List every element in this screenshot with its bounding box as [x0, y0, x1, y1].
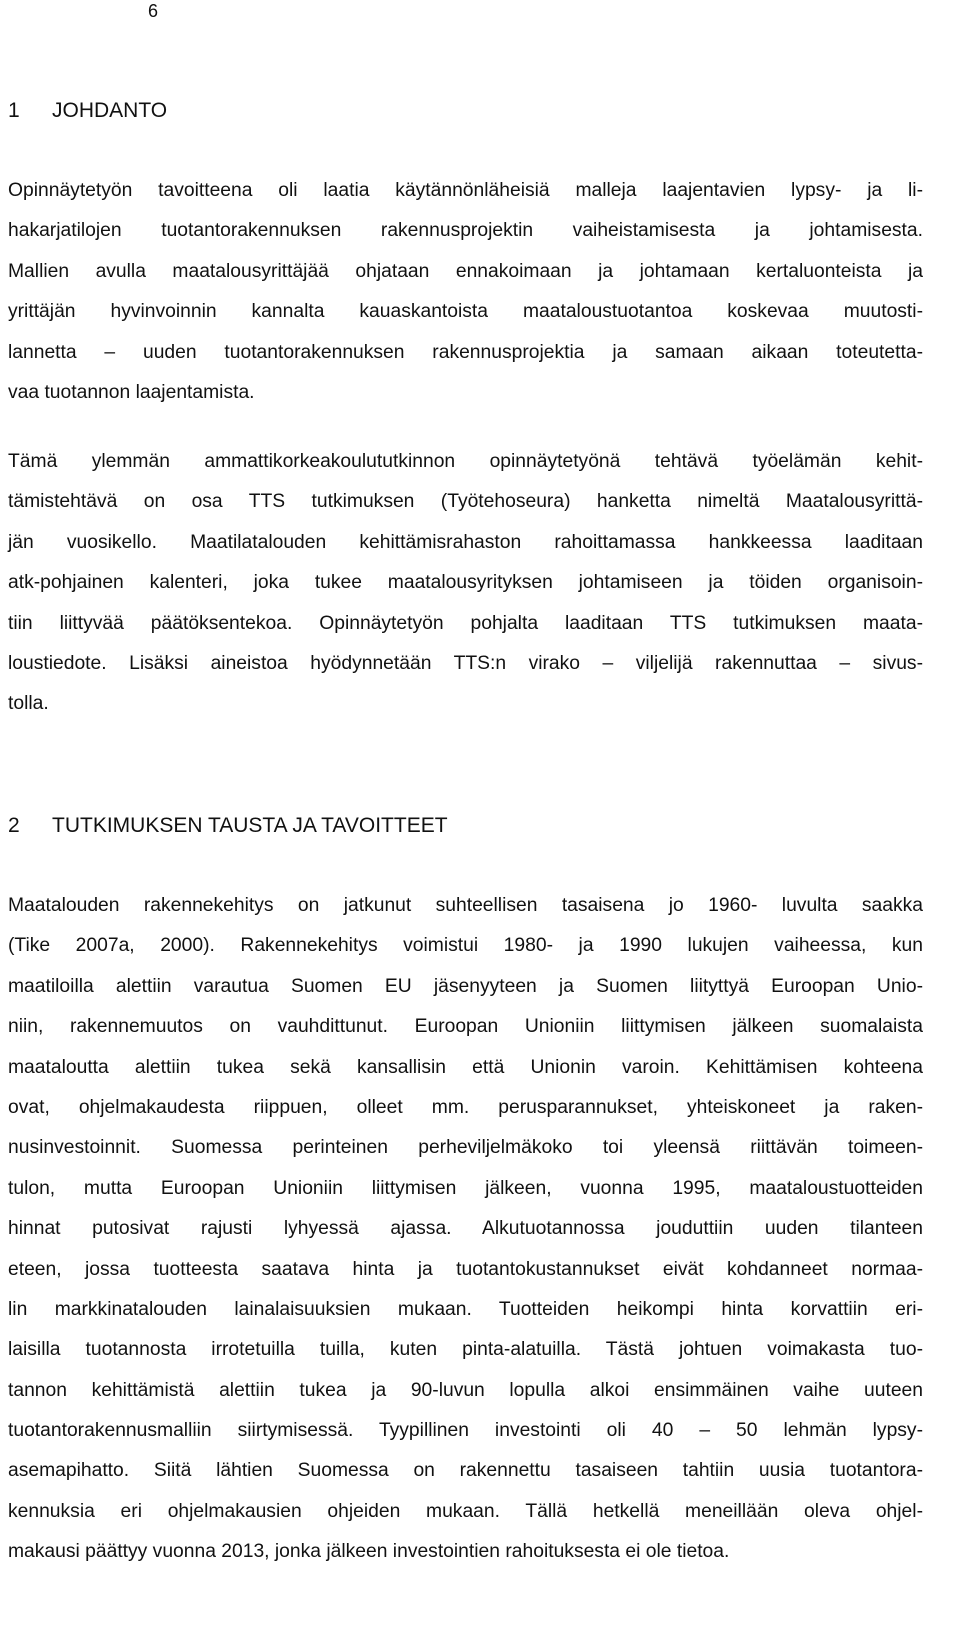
- text-line: Mallien avulla maatalousyrittäjää ohjataan ennakoimaan ja johtamaan kertaluonteista ja: [8, 260, 923, 282]
- text-line: tulon, mutta Euroopan Unioniin liittymisen jälkeen, vuonna 1995, maataloustuotteiden: [8, 1177, 923, 1199]
- text-line: loustiedote. Lisäksi aineistoa hyödynnetään TTS:n virako – viljelijä rakennuttaa – sivus-: [8, 652, 923, 674]
- text-line: hinnat putosivat rajusti lyhyessä ajassa. Alkutuotannossa jouduttiin uuden tilanteen: [8, 1218, 923, 1240]
- text-line: lin markkinatalouden lainalaisuuksien mukaan. Tuotteiden heikompi hinta korvattiin eri-: [8, 1298, 923, 1320]
- text-line: kennuksia eri ohjelmakausien ohjeiden mukaan. Tällä hetkellä meneillään oleva ohjel-: [8, 1500, 923, 1522]
- text-line: tiin liittyvää päätöksentekoa. Opinnäytetyön pohjalta laaditaan TTS tutkimuksen maata-: [8, 612, 923, 634]
- text-line: makausi päättyy vuonna 2013, jonka jälkeen investointien rahoituksesta ei ole tietoa.: [8, 1541, 730, 1563]
- text-line: atk-pohjainen kalenteri, joka tukee maatalousyrityksen johtamiseen ja töiden organisoin-: [8, 572, 923, 594]
- section-number: 1: [8, 99, 20, 122]
- text-line: lannetta – uuden tuotantorakennuksen rakennusprojektia ja samaan aikaan toteutetta-: [8, 341, 923, 363]
- section-heading-2: [8, 813, 448, 839]
- text-line: ovat, ohjelmakaudesta riippuen, olleet mm. perusparannukset, yhteiskoneet ja raken-: [8, 1096, 923, 1118]
- paragraph: [8, 442, 923, 725]
- text-line: yrittäjän hyvinvoinnin kannalta kauaskantoista maataloustuotantoa koskevaa muutosti-: [8, 301, 923, 323]
- text-line: nusinvestoinnit. Suomessa perinteinen perheviljelmäkoko toi yleensä riittävän toimeen-: [8, 1137, 923, 1159]
- section-number: 2: [8, 814, 20, 837]
- text-line: maataloutta alettiin tukea sekä kansallisin että Unionin varoin. Kehittämisen kohteena: [8, 1056, 923, 1078]
- text-line: tämistehtävä on osa TTS tutkimuksen (Työtehoseura) hanketta nimeltä Maatalousyrittä-: [8, 491, 923, 513]
- page-number: 6: [148, 1, 159, 21]
- text-line: (Tike 2007a, 2000). Rakennekehitys voimistui 1980- ja 1990 lukujen vaiheessa, kun: [8, 935, 923, 957]
- text-line: jän vuosikello. Maatilatalouden kehittämisrahaston rahoittamassa hankkeessa laaditaan: [8, 531, 923, 553]
- section-heading-1: [8, 98, 167, 124]
- text-line: laisilla tuotannosta irrotetuilla tuilla, kuten pinta-alatuilla. Tästä johtuen voimakasta tuo-: [8, 1339, 923, 1361]
- text-line: Maatalouden rakennekehitys on jatkunut suhteellisen tasaisena jo 1960- luvulta saakka: [8, 895, 923, 916]
- text-line: vaa tuotannon laajentamista.: [8, 381, 255, 403]
- text-line: maatiloilla alettiin varautua Suomen EU jäsenyyteen ja Suomen liityttyä Euroopan Unio-: [8, 975, 923, 997]
- section-title: TUTKIMUKSEN TAUSTA JA TAVOITTEET: [52, 814, 448, 837]
- text-line: eteen, jossa tuotteesta saatava hinta ja tuotantokustannukset eivät kohdanneet normaa-: [8, 1258, 923, 1280]
- text-line: tuotantorakennusmalliin siirtymisessä. Tyypillinen investointi oli 40 – 50 lehmän lypsy-: [8, 1420, 923, 1442]
- text-line: hakarjatilojen tuotantorakennuksen rakennusprojektin vaiheistamisesta ja johtamisesta.: [8, 220, 923, 242]
- section-title: JOHDANTO: [52, 99, 168, 122]
- text-line: Opinnäytetyön tavoitteena oli laatia käytännönläheisiä malleja laajentavien lypsy- ja li-: [8, 180, 923, 201]
- text-line: tolla.: [8, 693, 49, 715]
- text-line: niin, rakennemuutos on vauhdittunut. Euroopan Unioniin liittymisen jälkeen suomalaista: [8, 1016, 923, 1038]
- paragraph: [8, 171, 923, 413]
- text-line: Tämä ylemmän ammattikorkeakoulututkinnon opinnäytetyönä tehtävä työelämän kehit-: [8, 451, 923, 472]
- text-line: asemapihatto. Siitä lähtien Suomessa on rakennettu tasaiseen tahtiin uusia tuotantora-: [8, 1460, 923, 1482]
- text-line: tannon kehittämistä alettiin tukea ja 90-luvun lopulla alkoi ensimmäinen vaihe uuteen: [8, 1379, 923, 1401]
- paragraph: [8, 886, 923, 1573]
